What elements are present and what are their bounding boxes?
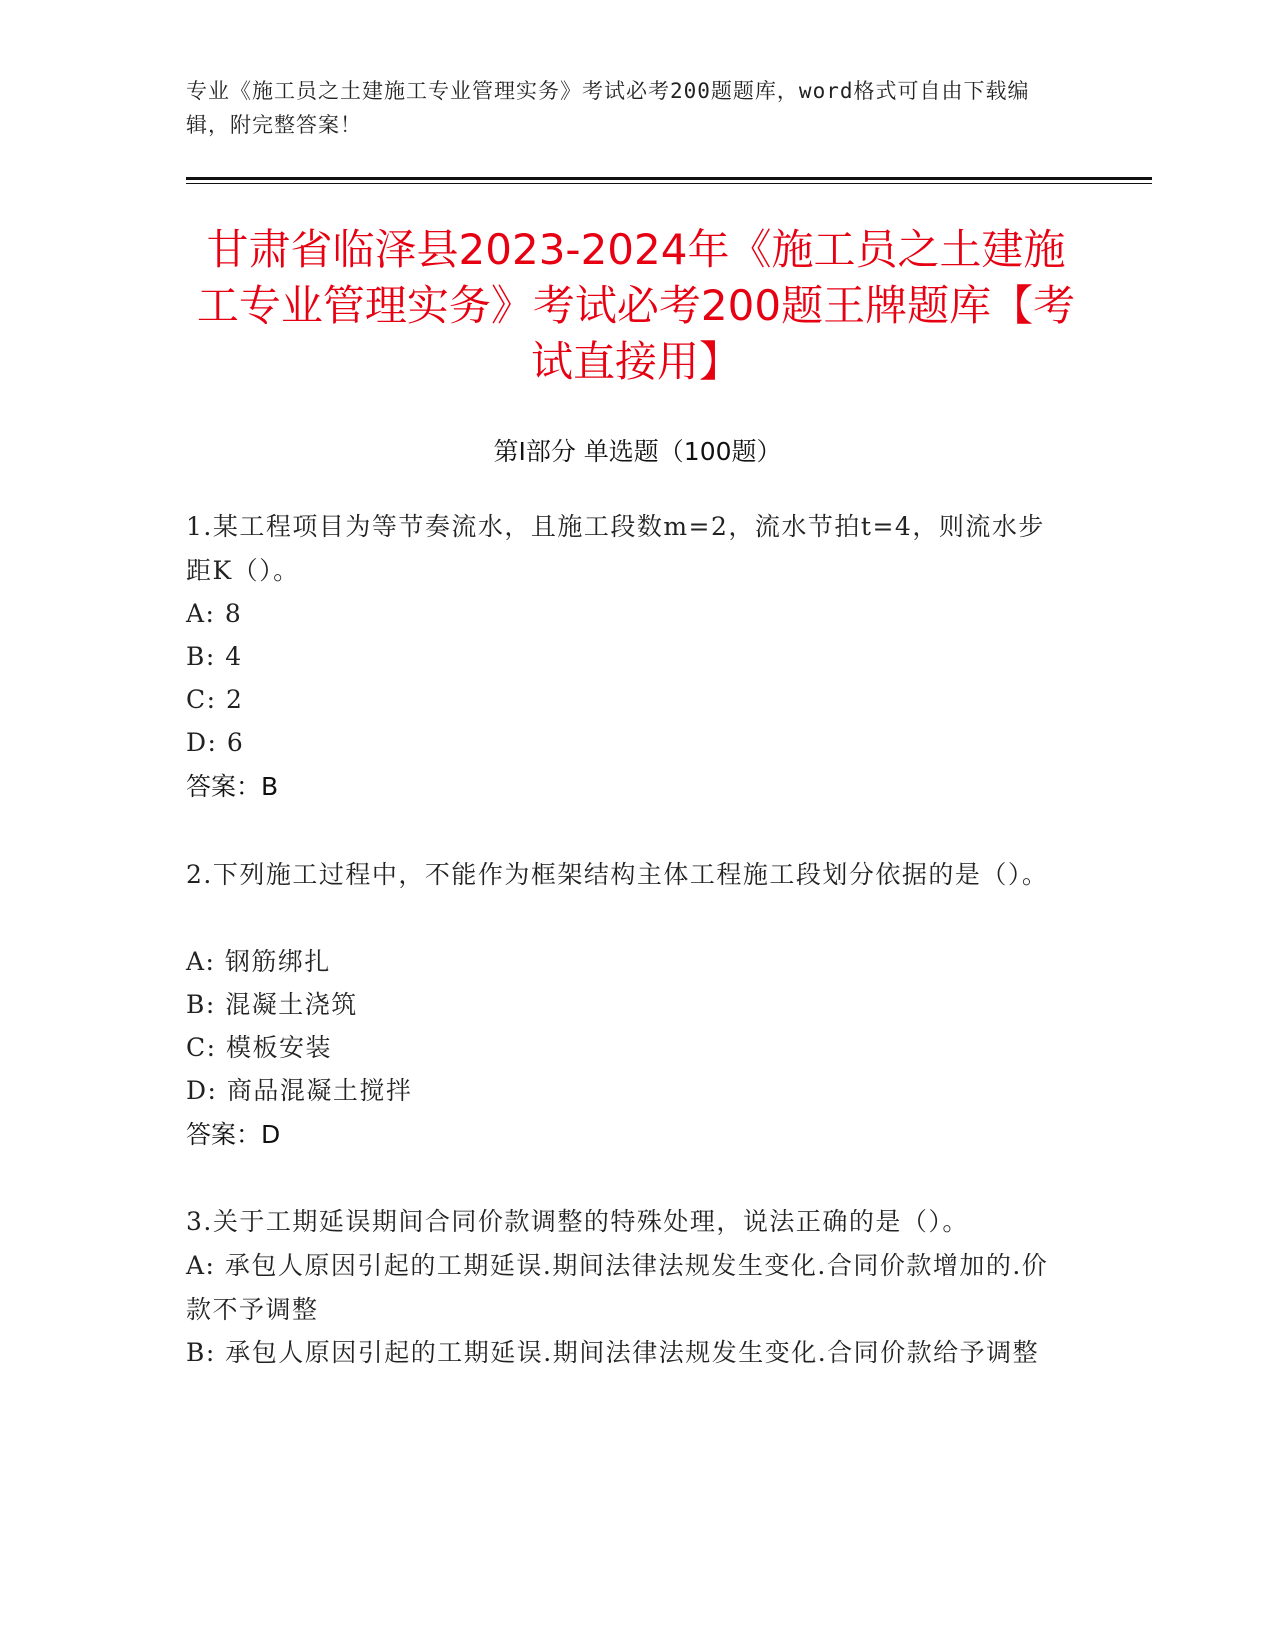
question-option: A: 承包人原因引起的工期延误.期间法律法规发生变化.合同价款增加的.价款不予调整 bbox=[186, 1251, 1049, 1324]
question-option: B: 混凝土浇筑 bbox=[186, 990, 358, 1019]
question-answer: 答案：D bbox=[186, 1120, 281, 1149]
question-stem: 3.关于工期延误期间合同价款调整的特殊处理，说法正确的是（）。 bbox=[186, 1207, 969, 1236]
question-option: B: 承包人原因引起的工期延误.期间法律法规发生变化.合同价款给予调整 bbox=[186, 1338, 1040, 1367]
question-option: D: 商品混凝土搅拌 bbox=[186, 1076, 413, 1105]
question-option: A: 钢筋绑扎 bbox=[186, 947, 331, 976]
header-rule-thick bbox=[186, 177, 1152, 180]
question-option: B: 4 bbox=[186, 642, 243, 671]
header-note: 专业《施工员之土建施工专业管理实务》考试必考200题题库，word格式可自由下载编辑，附完整答案！ bbox=[186, 79, 1030, 137]
question-answer: 答案：B bbox=[186, 772, 279, 801]
section-heading: 第Ⅰ部分 单选题（100题） bbox=[493, 437, 782, 466]
question-option: A: 8 bbox=[186, 599, 243, 628]
question-option: C: 2 bbox=[186, 685, 244, 714]
question-option: C: 模板安装 bbox=[186, 1033, 332, 1062]
question-option: D: 6 bbox=[186, 728, 245, 757]
document-title: 甘肃省临泽县2023-2024年《施工员之土建施工专业管理实务》考试必考200题王牌题库【考试直接用】 bbox=[196, 225, 1076, 386]
question-stem: 1.某工程项目为等节奏流水，且施工段数m=2，流水节拍t=4，则流水步距K（）。 bbox=[186, 512, 1045, 585]
question-stem: 2.下列施工过程中，不能作为框架结构主体工程施工段划分依据的是（）。 bbox=[186, 860, 1049, 889]
header-rule-thin bbox=[186, 183, 1152, 184]
